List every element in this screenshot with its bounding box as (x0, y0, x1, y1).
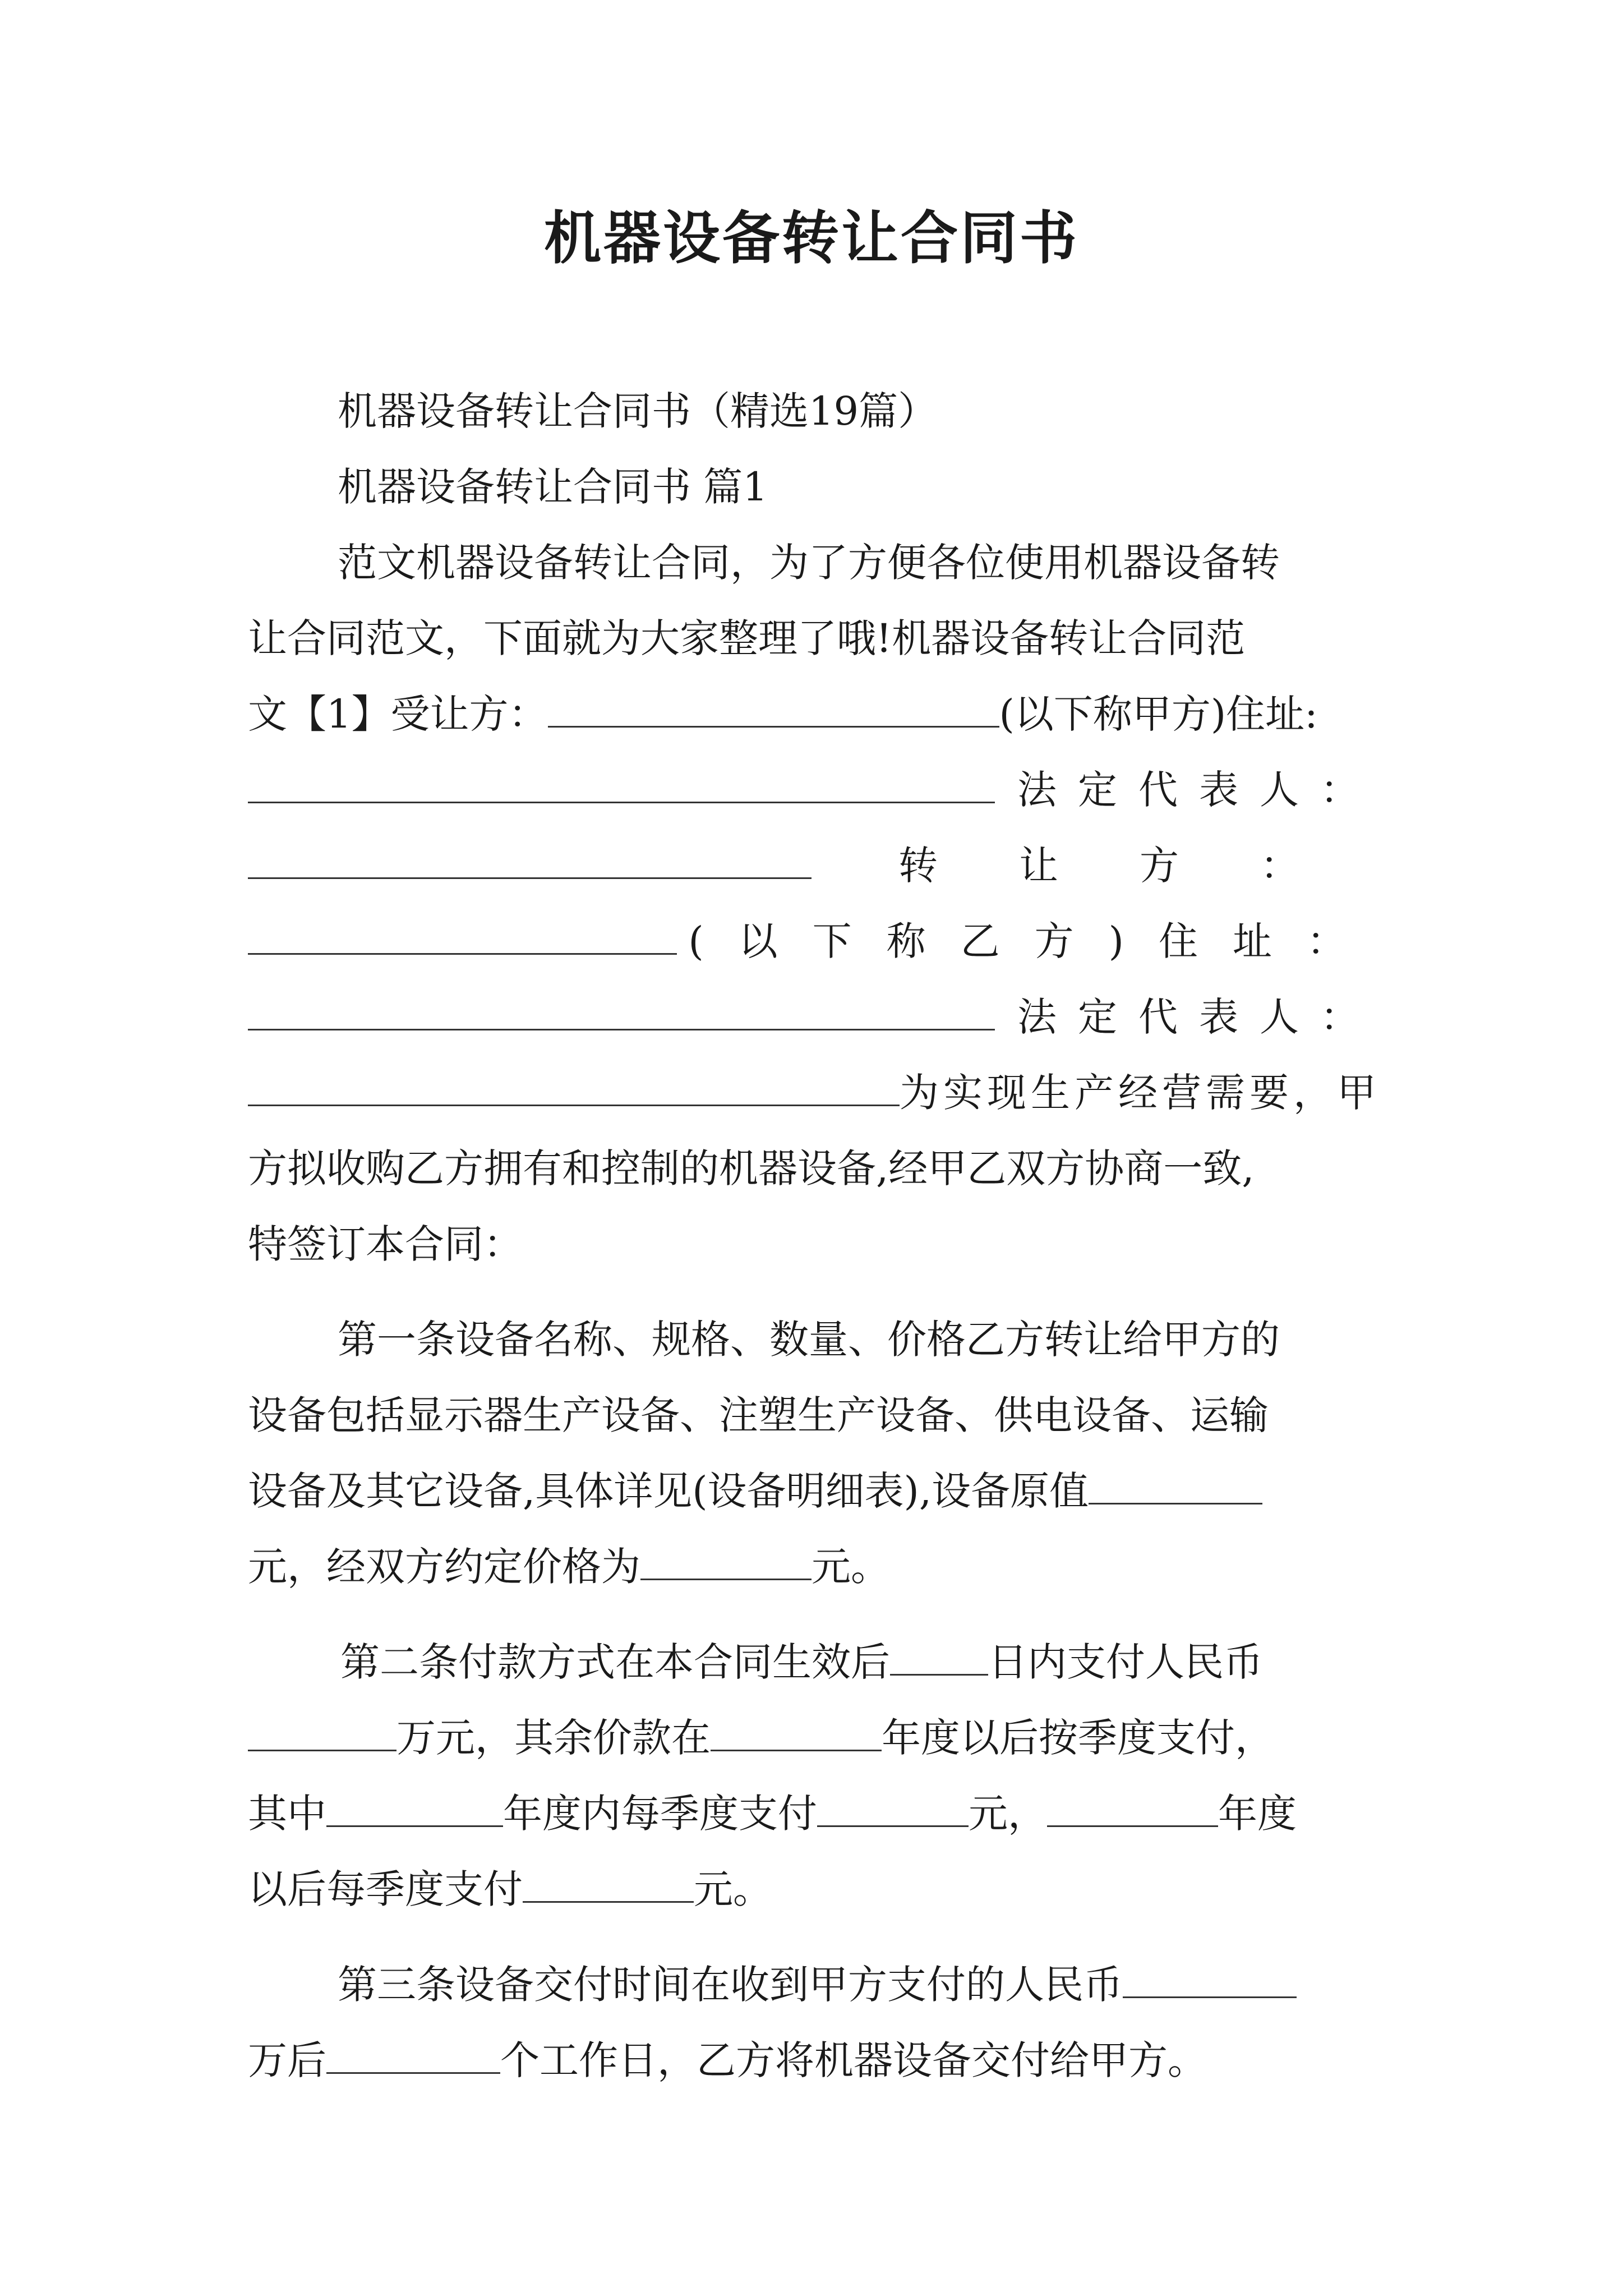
art2-text-4a: 以后每季度支付 (248, 1866, 523, 1912)
blank-field (817, 1778, 969, 1827)
art2-text-2b: 年度以后按季度支付， (882, 1715, 1274, 1761)
art1-text-2: 设备包括显示器生产设备、注塑生产设备、供电设备、运输 (248, 1392, 1269, 1438)
art2-text-3d: 年度 (1218, 1791, 1297, 1837)
art1-text-3: 设备及其它设备,具体详见(设备明细表),设备原值 (248, 1468, 1089, 1514)
subtitle: 机器设备转让合同书（精选19篇） (338, 388, 938, 434)
intro-text-8: 为实现生产经营需要，甲 (900, 1070, 1381, 1116)
art2-line-4 (248, 1851, 1381, 1927)
art2-text-1a: 第二条付款方式在本合同生效后 (340, 1639, 890, 1685)
intro-text-3b: (以下称甲方)住址: (999, 691, 1318, 737)
intro-line-6 (248, 903, 1381, 979)
art2-line-2 (248, 1700, 1381, 1776)
blank-field (1047, 1778, 1218, 1827)
art3-text-1: 第三条设备交付时间在收到甲方支付的人民币 (338, 1962, 1123, 2008)
page-title: 机器设备转让合同书 (544, 205, 1079, 272)
intro-text-2: 让合同范文，下面就为大家整理了哦!机器设备转让合同范 (248, 615, 1246, 661)
art1-text-4b: 元。 (811, 1544, 890, 1590)
art1-line-2 (248, 1377, 1381, 1453)
intro-line-7 (248, 979, 1381, 1055)
art2-text-2a: 万元，其余价款在 (396, 1715, 711, 1761)
art1-text-1: 第一条设备名称、规格、数量、价格乙方转让给甲方的 (338, 1317, 1280, 1363)
intro-text-1: 范文机器设备转让合同，为了方便各位使用机器设备转 (338, 540, 1280, 586)
blank-field (326, 1778, 503, 1827)
intro-text-3a: 文【1】受让方： (248, 691, 548, 737)
intro-text-7: 法定代表人： (1017, 994, 1381, 1040)
blank-field (1089, 1456, 1262, 1504)
intro-line-8 (248, 1055, 1381, 1131)
blank-field (1123, 1949, 1297, 1998)
blank-field (248, 982, 995, 1030)
art2-text-3a: 其中 (248, 1791, 326, 1837)
blank-field (248, 1703, 396, 1751)
intro-line-3 (248, 676, 1381, 752)
art2-line-1 (248, 1624, 1473, 1700)
intro-line-10 (248, 1206, 1381, 1282)
blank-field (248, 1057, 900, 1106)
blank-field (711, 1703, 882, 1751)
intro-line-4 (248, 752, 1381, 828)
intro-text-10: 特签订本合同： (248, 1221, 523, 1267)
intro-text-4: 法定代表人： (1017, 767, 1381, 813)
art1-line-3 (248, 1453, 1381, 1529)
intro-line-9 (248, 1130, 1381, 1207)
art3-text-2b: 个工作日，乙方将机器设备交付给甲方。 (500, 2037, 1207, 2083)
intro-text-6: (以下称乙方)住址： (688, 918, 1381, 964)
art3-line-2 (248, 2022, 1381, 2099)
art2-text-4b: 元。 (694, 1866, 772, 1912)
blank-field (548, 679, 999, 728)
intro-text-5: 转让方： (898, 843, 1381, 889)
blank-field (640, 1531, 811, 1580)
art1-line-1 (248, 1301, 1470, 1378)
art2-text-1b: 日内支付人民币 (988, 1639, 1263, 1685)
blank-field (248, 906, 677, 955)
art2-line-3 (248, 1775, 1381, 1852)
blank-field (890, 1627, 988, 1676)
blank-field (248, 830, 811, 879)
intro-line-1 (248, 524, 1470, 601)
art3-line-1 (248, 1947, 1470, 2023)
art3-text-2a: 万后 (248, 2037, 326, 2083)
art2-text-3b: 年度内每季度支付 (503, 1791, 817, 1837)
intro-text-9: 方拟收购乙方拥有和控制的机器设备,经甲乙双方协商一致, (248, 1145, 1255, 1191)
intro-line-5 (248, 827, 1381, 904)
section-heading: 机器设备转让合同书 篇1 (338, 464, 768, 510)
intro-line-2 (248, 600, 1381, 677)
blank-field (248, 754, 995, 803)
art1-text-4a: 元，经双方约定价格为 (248, 1544, 640, 1590)
blank-field (326, 2025, 500, 2074)
art2-text-3c: 元， (969, 1791, 1047, 1837)
blank-field (523, 1854, 694, 1903)
art1-line-4 (248, 1529, 1381, 1605)
